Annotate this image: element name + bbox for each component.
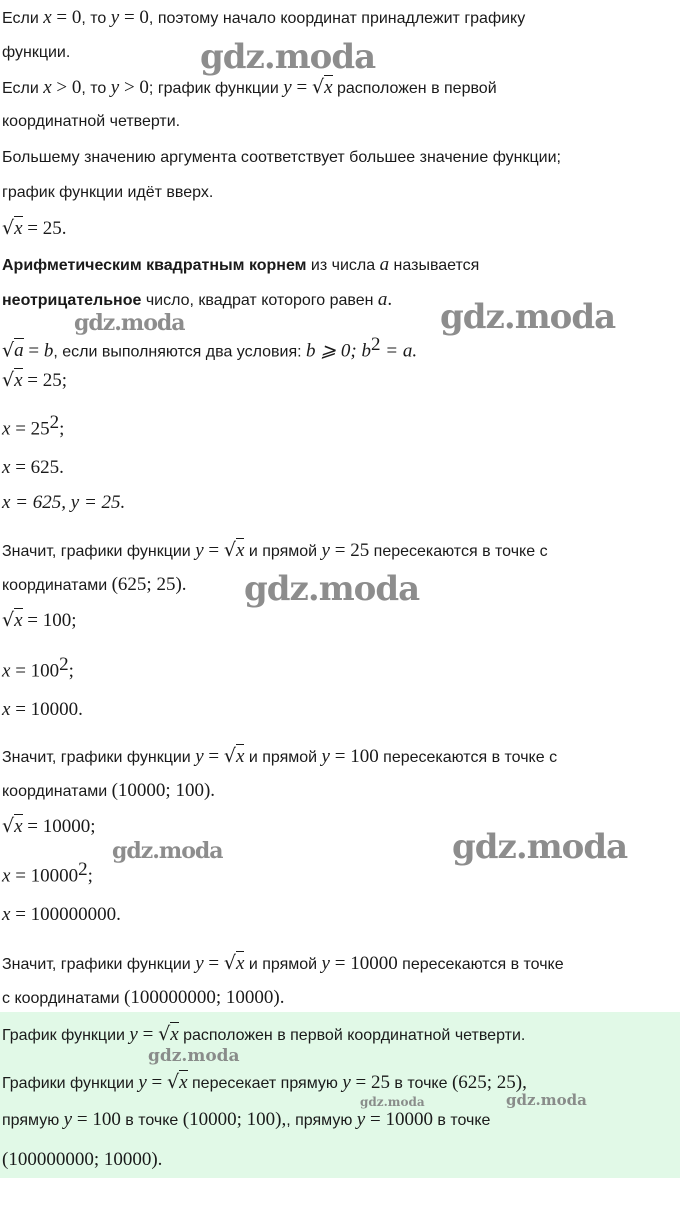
watermark: gdz.moda	[112, 838, 223, 864]
watermark: gdz.moda	[200, 37, 376, 77]
answer-line: График функции y = √x расположен в первой координатной четверти.	[2, 1023, 526, 1045]
definition-line: неотрицательное число, квадрат которого равен a.	[2, 289, 393, 310]
definition-line: √a = b, если выполняются два условия: b ⩾ 0; $b^2 = a$.	[2, 334, 418, 362]
math-line: $x = 100^2$;	[2, 654, 74, 682]
text-line: координатами (10000; 100).	[2, 780, 216, 801]
math-line: x = 625, y = 25.	[2, 492, 126, 513]
watermark: gdz.moda	[360, 1095, 425, 1109]
watermark: gdz.moda	[148, 1046, 240, 1066]
text-line: график функции идёт вверх.	[2, 184, 214, 201]
math-line: √x = 100;	[2, 609, 77, 631]
math-line: x = 10000.	[2, 699, 83, 720]
text-line: Большему значению аргумента соответствует большее значение функции;	[2, 149, 561, 166]
text-line: Значит, графики функции y = √x и прямой y = 100 пересекаются в точке с	[2, 745, 558, 767]
text-line: Если x = 0, то y = 0, поэтому начало координат принадлежит графику	[2, 7, 526, 28]
text-line: с координатами (100000000; 10000).	[2, 987, 285, 1008]
math-line: x = 100000000.	[2, 904, 121, 925]
answer-line: прямую y = 100 в точке (10000; 100),, прямую y = 10000 в точке	[2, 1109, 491, 1130]
text-line: функции.	[2, 44, 71, 61]
math-line: x = 625.	[2, 457, 64, 478]
math-line: √x = 25.	[2, 217, 67, 239]
text-line: Значит, графики функции y = √x и прямой y = 10000 пересекаются в точке	[2, 952, 564, 974]
math-line: $x = 25^2$;	[2, 412, 65, 440]
text-line: координатами (625; 25).	[2, 574, 187, 595]
math-line: √x = 10000;	[2, 815, 96, 837]
math-line: $x = 10000^2$;	[2, 859, 93, 887]
math-line: √x = 25;	[2, 369, 68, 391]
watermark: gdz.moda	[506, 1091, 587, 1109]
text-line: Если x > 0, то y > 0; график функции y = √x расположен в первой	[2, 76, 497, 98]
watermark: gdz.moda	[244, 569, 420, 609]
text-line: координатной четверти.	[2, 113, 181, 130]
definition-line: Арифметическим квадратным корнем из числа a называется	[2, 254, 480, 275]
watermark: gdz.moda	[452, 827, 628, 867]
answer-line: (100000000; 10000).	[2, 1149, 163, 1170]
watermark: gdz.moda	[440, 297, 616, 337]
text-line: Значит, графики функции y = √x и прямой y = 25 пересекаются в точке с	[2, 539, 548, 561]
watermark: gdz.moda	[74, 310, 185, 336]
answer-line: Графики функции y = √x пересекает прямую y = 25 в точке (625; 25),	[2, 1071, 527, 1093]
